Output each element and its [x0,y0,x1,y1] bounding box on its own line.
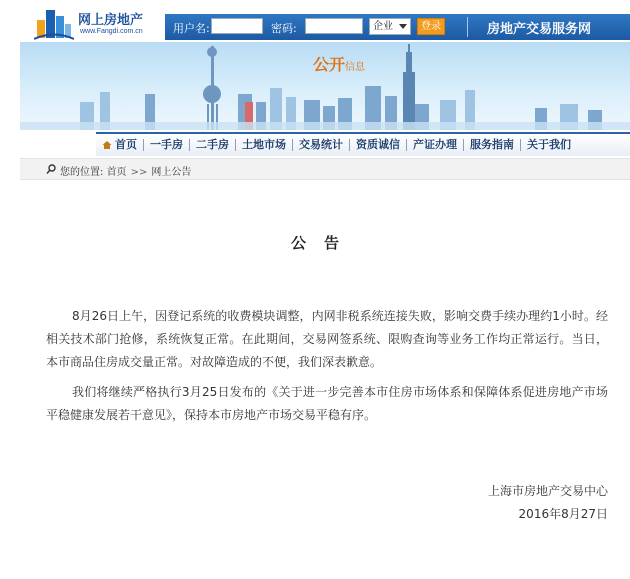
notice-signature [488,480,608,526]
logo-url: www.Fangdi.com.cn [80,28,143,35]
notice-title: 公告 [290,234,357,252]
site-logo[interactable] [34,4,164,42]
notice-paragraph-1: 8月26日上午，因登记系统的收费模块调整，内网非税系统连接失败，影响交费手续办理约1小时。经相关技术部门抢修，系统恢复正常。在此期间，交易网签系统、限购查询等业务工作均正常运行。当日，本市商品住房成交量正常。对故障造成的不便，我们深表歉意。 [46,309,608,369]
breadcrumb-prefix: 您的位置: [60,167,104,178]
nav-item-home[interactable] [96,139,144,151]
banner-title [313,52,365,75]
site-name: 房地产交易服务网 [487,22,592,37]
notice-issuer: 上海市房地产交易中心 [487,484,608,498]
breadcrumb-home-link[interactable]: 首页 [106,167,127,178]
login-button[interactable]: 登录 [417,18,445,35]
breadcrumb-separator: >> [130,167,148,178]
chevron-down-icon [399,24,407,29]
password-label: 密码: [271,22,297,35]
nav-item-certificates[interactable]: 产证办理 [407,139,464,151]
breadcrumb-current[interactable]: 网上公告 [151,167,192,178]
password-input[interactable] [305,18,363,34]
nav-item-service-guide[interactable]: 服务指南 [464,139,521,151]
main-nav [96,132,630,156]
nav-item-credentials[interactable]: 资质诚信 [350,139,407,151]
nav-item-land-market[interactable]: 土地市场 [236,139,293,151]
home-icon [102,140,112,150]
username-label: 用户名: [173,22,210,35]
header-divider [467,17,468,37]
nav-item-label: 首页 [115,138,137,151]
notice-date: 2016年8月27日 [518,507,608,521]
nav-item-new-homes[interactable]: 一手房 [144,139,190,151]
nav-item-statistics[interactable]: 交易统计 [293,139,350,151]
logo-text: 网上房地产 [78,13,144,28]
location-pin-icon [46,164,56,174]
breadcrumb-text [60,163,191,178]
login-bar [165,14,630,40]
building-logo-icon [34,6,74,40]
banner-title-text: 公开 [313,55,346,74]
username-input[interactable] [211,18,263,34]
skyline-banner [20,42,630,130]
breadcrumb [20,158,630,180]
nav-item-about-us[interactable]: 关于我们 [527,138,571,151]
account-type-select[interactable] [369,18,411,35]
top-header [0,0,630,46]
account-type-value: 企业 [373,21,393,32]
nav-item-second-hand[interactable]: 二手房 [190,139,236,151]
banner-subtitle: 信息 [345,62,366,73]
notice-paragraph-2: 我们将继续严格执行3月25日发布的《关于进一步完善本市住房市场体系和保障体系促进房地产市场平稳健康发展若干意见》，保持本市房地产市场交易平稳有序。 [46,385,608,422]
